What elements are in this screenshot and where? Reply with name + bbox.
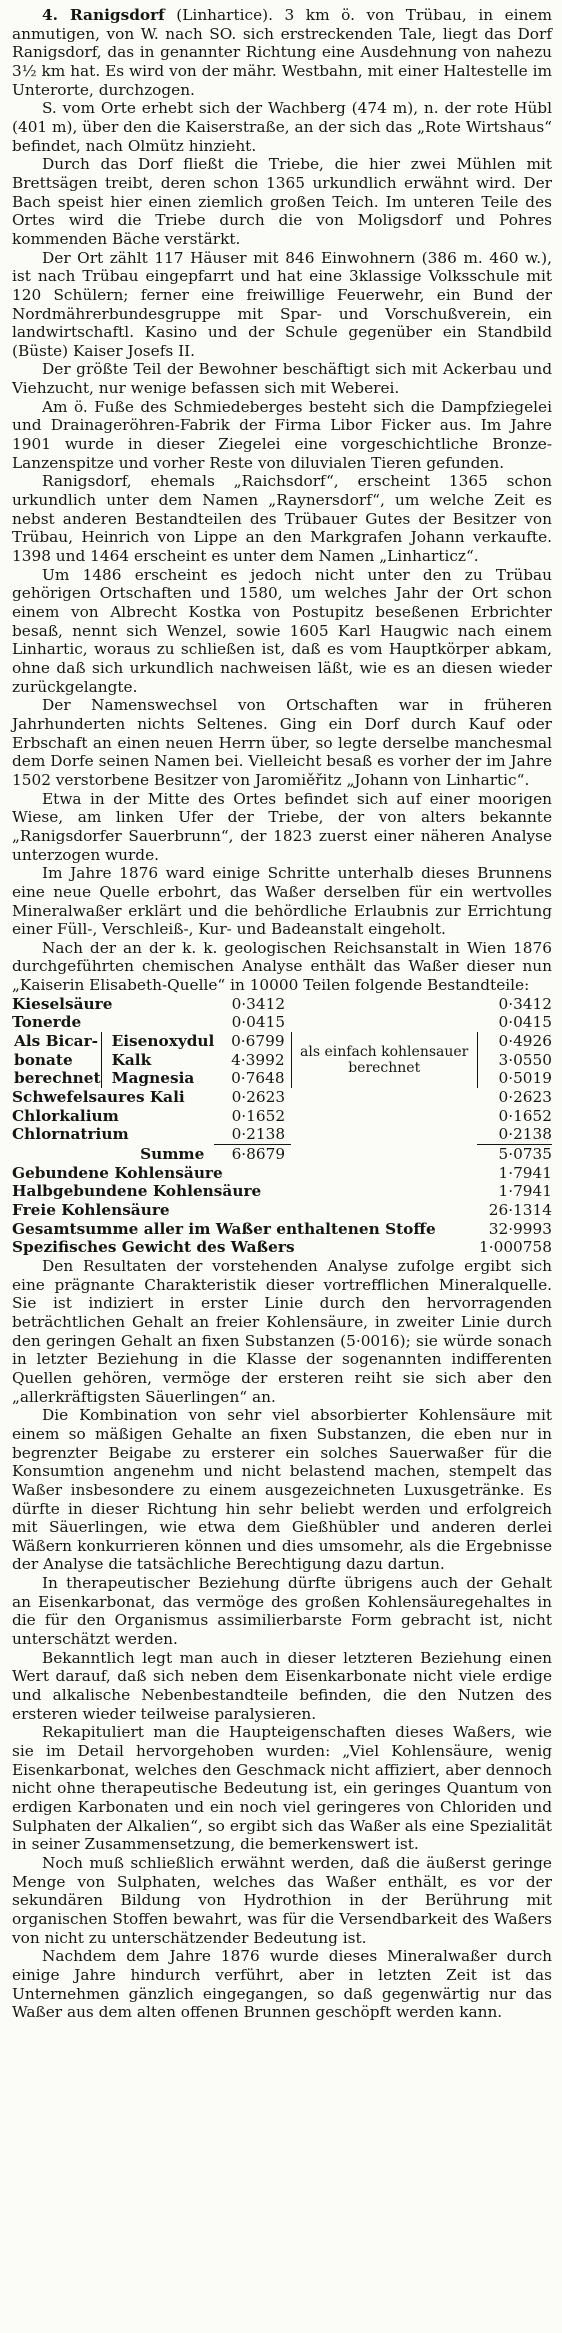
gas-row xyxy=(12,1238,552,1257)
paragraph: Nach der an der k. k. geologischen Reichsanstalt in Wien 1876 durchgeführten chemischen Analyse enthält das Waßer dieser nun „Kaiserin Elisabeth-Quelle“ in 10000 Teilen folgende Bestandteile: xyxy=(12,938,552,995)
paragraph: Noch muß schließlich erwähnt werden, daß die äußerst geringe Menge von Sulphaten, welches das Waßer enthält, es vor der sekundären Bildung von Hydrothion in der Berührung mit organischen Stoffen bewahrt, was für die Versendbarkeit des Waßers von nicht zu unterschätzender Bedeutung ist. xyxy=(12,1853,552,1947)
paragraph: In therapeutischer Beziehung dürfte übrigens auch der Gehalt an Eisenkarbonat, das vermöge des großen Kohlensäuregehaltes in die für den Organismus assimilierbarste Form gebracht ist, nicht unterschätzt werden. xyxy=(12,1574,552,1649)
substance-name: Tonerde xyxy=(12,1013,82,1032)
value-total: 4·3992 xyxy=(231,1050,285,1069)
substance-name: Chlorkalium xyxy=(12,1106,119,1125)
summe-label: Summe xyxy=(140,1144,205,1163)
substance-name: Schwefelsaures Kali xyxy=(12,1088,185,1107)
paragraph: Der Ort zählt 117 Häuser mit 846 Einwohnern (386 m. 460 w.), ist nach Trübau eingepfarrt und hat eine 3klassige Volksschule mit 120 Schülern; ferner eine freiwillige Feuerwehr, ein Bund der Nordmährerbundesgruppe mit Spar- und Vorschußverein, ein landwirtschaftl. Kasino und der Schule gegenüber ein Standbild (Büste) Kaiser Josefs II. xyxy=(12,248,552,360)
gas-value: 1·7941 xyxy=(498,1182,552,1201)
paragraph: Im Jahre 1876 ward einige Schritte unterhalb dieses Brunnens eine neue Quelle erbohrt, das Waßer derselben für ein wertvolles Mineralwaßer erklärt und die behördliche Erlaubnis zur Errichtung einer Füll-, Verschleiß-, Kur- und Badeanstalt eingeholt. xyxy=(12,864,552,939)
value-simple: 0·1652 xyxy=(498,1106,552,1125)
substance-name: Kalk xyxy=(101,1051,214,1070)
bicarbonate-label: Als Bicar- bonate berechnet xyxy=(14,1032,101,1088)
gas-row xyxy=(12,1182,552,1201)
gas-value: 26·1314 xyxy=(488,1201,552,1219)
summe-row xyxy=(12,1145,552,1164)
gas-name: Spezifisches Gewicht des Waßers xyxy=(12,1238,295,1257)
analysis-row xyxy=(12,995,552,1014)
value-total: 0·6799 xyxy=(231,1032,285,1051)
gas-value: 32·9993 xyxy=(488,1219,552,1238)
value-total: 0·0415 xyxy=(231,1013,286,1032)
paragraph: Nachdem dem Jahre 1876 wurde dieses Mineralwaßer durch einige Jahre hindurch verführt, aber in letzten Zeit ist das Unternehmen gänzlich eingegangen, so daß gegenwärtig nur das Waßer aus dem alten offenen Brunnen geschöpft werden kann. xyxy=(12,1947,552,2022)
paragraph: Etwa in der Mitte des Ortes befindet sich auf einer moorigen Wiese, am linken Ufer der Triebe, der von alters bekannte „Ranigsdorfer Sauerbrunn“, der 1823 zuerst einer näheren Analyse unterzogen wurde. xyxy=(12,789,552,864)
value-simple: 0·2623 xyxy=(498,1088,552,1107)
substance-name: Magnesia xyxy=(101,1069,214,1088)
substance-name: Eisenoxydul xyxy=(101,1032,214,1051)
gas-value: 1·7941 xyxy=(498,1163,552,1182)
analysis-row xyxy=(12,1107,552,1126)
heading-text: (Linhartice). 3 km ö. von Trübau, in einem anmutigen, von W. nach SO. sich erstreckenden Tale, liegt das Dorf Ranigsdorf, das in genannter Richtung eine Ausdehnung von nahezu 3½ km hat. Es wird von der mähr. Westbahn, mit einer Haltestelle im Unterorte, durchzogen. xyxy=(12,6,552,99)
paragraph: Der größte Teil der Bewohner beschäftigt sich mit Ackerbau und Viehzucht, nur wenige befassen sich mit Weberei. xyxy=(12,360,552,398)
gas-row xyxy=(12,1164,552,1183)
analysis-row xyxy=(12,1013,552,1032)
heading-paragraph xyxy=(12,6,552,99)
bicarbonate-note: als einfach kohlensauer berechnet xyxy=(291,1032,477,1088)
paragraph: Der Namenswechsel von Ortschaften war in früheren Jahrhunderten nichts Seltenes. Ging ein Dorf durch Kauf oder Erbschaft an einen neuen Herrn über, so legte derselbe manchesmal dem Dorfe seinen Namen bei. Vielleicht besaß es vorher der im Jahre 1502 verstorbene Besitzer von Jaromiěřitz „Johann von Linhartic“. xyxy=(12,696,552,789)
substance-name: Kieselsäure xyxy=(12,994,113,1013)
paragraph: Um 1486 erscheint es jedoch nicht unter den zu Trübau gehörigen Ortschaften und 1580, um welches Jahr der Ort schon einem von Albrecht Kostka von Postupitz beseßenen Erbrichter besaß, nennt sich Wenzel, sowie 1605 Karl Haugwic nach einem Linhartic, woraus zu schließen ist, daß es vom Hauptkörper abkam, ohne daß sich urkundlich nachweisen läßt, wie es an diesen wieder zurückgelangte. xyxy=(12,565,552,696)
analysis-row xyxy=(12,1032,552,1088)
gas-value: 1·000758 xyxy=(479,1238,552,1257)
gas-name: Halbgebundene Kohlensäure xyxy=(12,1182,262,1201)
place-title: 4. Ranigsdorf xyxy=(42,6,165,24)
summe-total: 6·8679 xyxy=(214,1145,291,1164)
value-total: 0·3412 xyxy=(231,994,286,1013)
gas-name: Gesamtsumme aller im Waßer enthaltenen Stoffe xyxy=(12,1219,436,1238)
paragraph: S. vom Orte erhebt sich der Wachberg (474 m), n. der rote Hübl (401 m), über den die Kaiserstraße, an der sich das „Rote Wirtshaus“ befindet, nach Olmütz hinzieht. xyxy=(12,99,552,155)
value-simple: 0·2138 xyxy=(498,1125,552,1144)
paragraph: Rekapituliert man die Haupteigenschaften dieses Waßers, wie sie im Detail hervorgehoben wurden: „Viel Kohlensäure, wenig Eisenkarbonat, welches den Geschmack nicht affiziert, aber dennoch nicht ohne therapeutische Bedeutung ist, ein geringes Quantum von erdigen Karbonaten und ein noch viel geringeres von Chloriden und Sulphaten der Alkalien“, so ergibt sich das Waßer als eine Spezialität in seiner Zusammensetzung, die bemerkenswert ist. xyxy=(12,1723,552,1854)
value-simple: 0·5019 xyxy=(498,1069,552,1088)
value-total: 0·1652 xyxy=(231,1106,286,1125)
gas-name: Gebundene Kohlensäure xyxy=(12,1163,223,1182)
analysis-table xyxy=(12,995,552,1164)
paragraph: Den Resultaten der vorstehenden Analyse zufolge ergibt sich eine prägnante Charakteristik dieser vortrefflichen Mineralquelle. Sie ist indiziert in erster Linie durch den hervorragenden beträchtlichen Gehalt an freier Kohlensäure, in zweiter Linie durch den geringen Gehalt an fixen Substanzen (5·0016); sie würde sonach in letzter Beziehung in die Klasse der sogenannten indifferenten Quellen gehören, vermöge der ersteren reiht sie sich aber den „allerkräftigsten Säuerlingen“ an. xyxy=(12,1256,552,1406)
gas-row xyxy=(12,1220,552,1239)
value-simple: 3·0550 xyxy=(498,1050,552,1069)
analysis-row xyxy=(12,1088,552,1107)
value-simple: 0·3412 xyxy=(498,994,552,1013)
paragraph: Ranigsdorf, ehemals „Raichsdorf“, erscheint 1365 schon urkundlich unter dem Namen „Raynersdorf“, um welche Zeit es nebst anderen Bestandteilen des Trübauer Gutes der Besitzer von Trübau, Heinrich von Lippe an den Markgrafen Johann verkaufte. 1398 und 1464 erscheint es unter dem Namen „Linharticz“. xyxy=(12,472,552,566)
paragraph: Die Kombination von sehr viel absorbierter Kohlensäure mit einem so mäßigen Gehalte an fixen Substanzen, die eben nur in begrenzter Beigabe zu ersterer ein solches Sauerwaßer für die Konsumtion angenehm und nicht belastend machen, stempelt das Waßer insbesondere zu einem ausgezeichneten Luxusgetränke. Es dürfte in dieser Richtung hin sehr beliebt werden und erfolgreich mit Säuerlingen, wie etwa dem Gießhübler und anderen derlei Wäßern konkurrieren können und dies umsomehr, als die Ergebnisse der Analyse die tatsächliche Berechtigung dazu dartun. xyxy=(12,1406,552,1574)
value-simple: 0·0415 xyxy=(498,1013,552,1032)
paragraph: Bekanntlich legt man auch in dieser letzteren Beziehung einen Wert darauf, daß sich neben dem Eisenkarbonate nicht viele erdige und alkalische Nebenbestandteile befinden, die den Nutzen des ersteren wieder teilweise paralysieren. xyxy=(12,1648,552,1723)
analysis-row xyxy=(12,1125,552,1144)
value-total: 0·2623 xyxy=(231,1088,286,1107)
paragraph: Am ö. Fuße des Schmiedeberges besteht sich die Dampfziegelei und Drainageröhren-Fabrik der Firma Libor Ficker aus. Im Jahre 1901 wurde in dieser Ziegelei eine vorgeschichtliche Bronze-Lanzenspitze und vorher Reste von diluvialen Tieren gefunden. xyxy=(12,397,552,472)
gas-name: Freie Kohlensäure xyxy=(12,1201,170,1219)
value-total: 0·7648 xyxy=(231,1069,285,1088)
value-total: 0·2138 xyxy=(231,1125,286,1144)
value-simple: 0·4926 xyxy=(498,1032,552,1051)
substance-name: Chlornatrium xyxy=(12,1125,129,1144)
gas-row xyxy=(12,1201,552,1220)
summe-simple: 5·0735 xyxy=(477,1145,552,1164)
paragraph: Durch das Dorf fließt die Triebe, die hier zwei Mühlen mit Brettsägen treibt, deren schon 1365 urkundlich erwähnt wird. Der Bach speist hier einen ziemlich großen Teich. Im unteren Teile des Ortes wird die Triebe durch die von Moligsdorf und Pohres kommenden Bäche verstärkt. xyxy=(12,155,552,248)
gas-table xyxy=(12,1164,552,1257)
